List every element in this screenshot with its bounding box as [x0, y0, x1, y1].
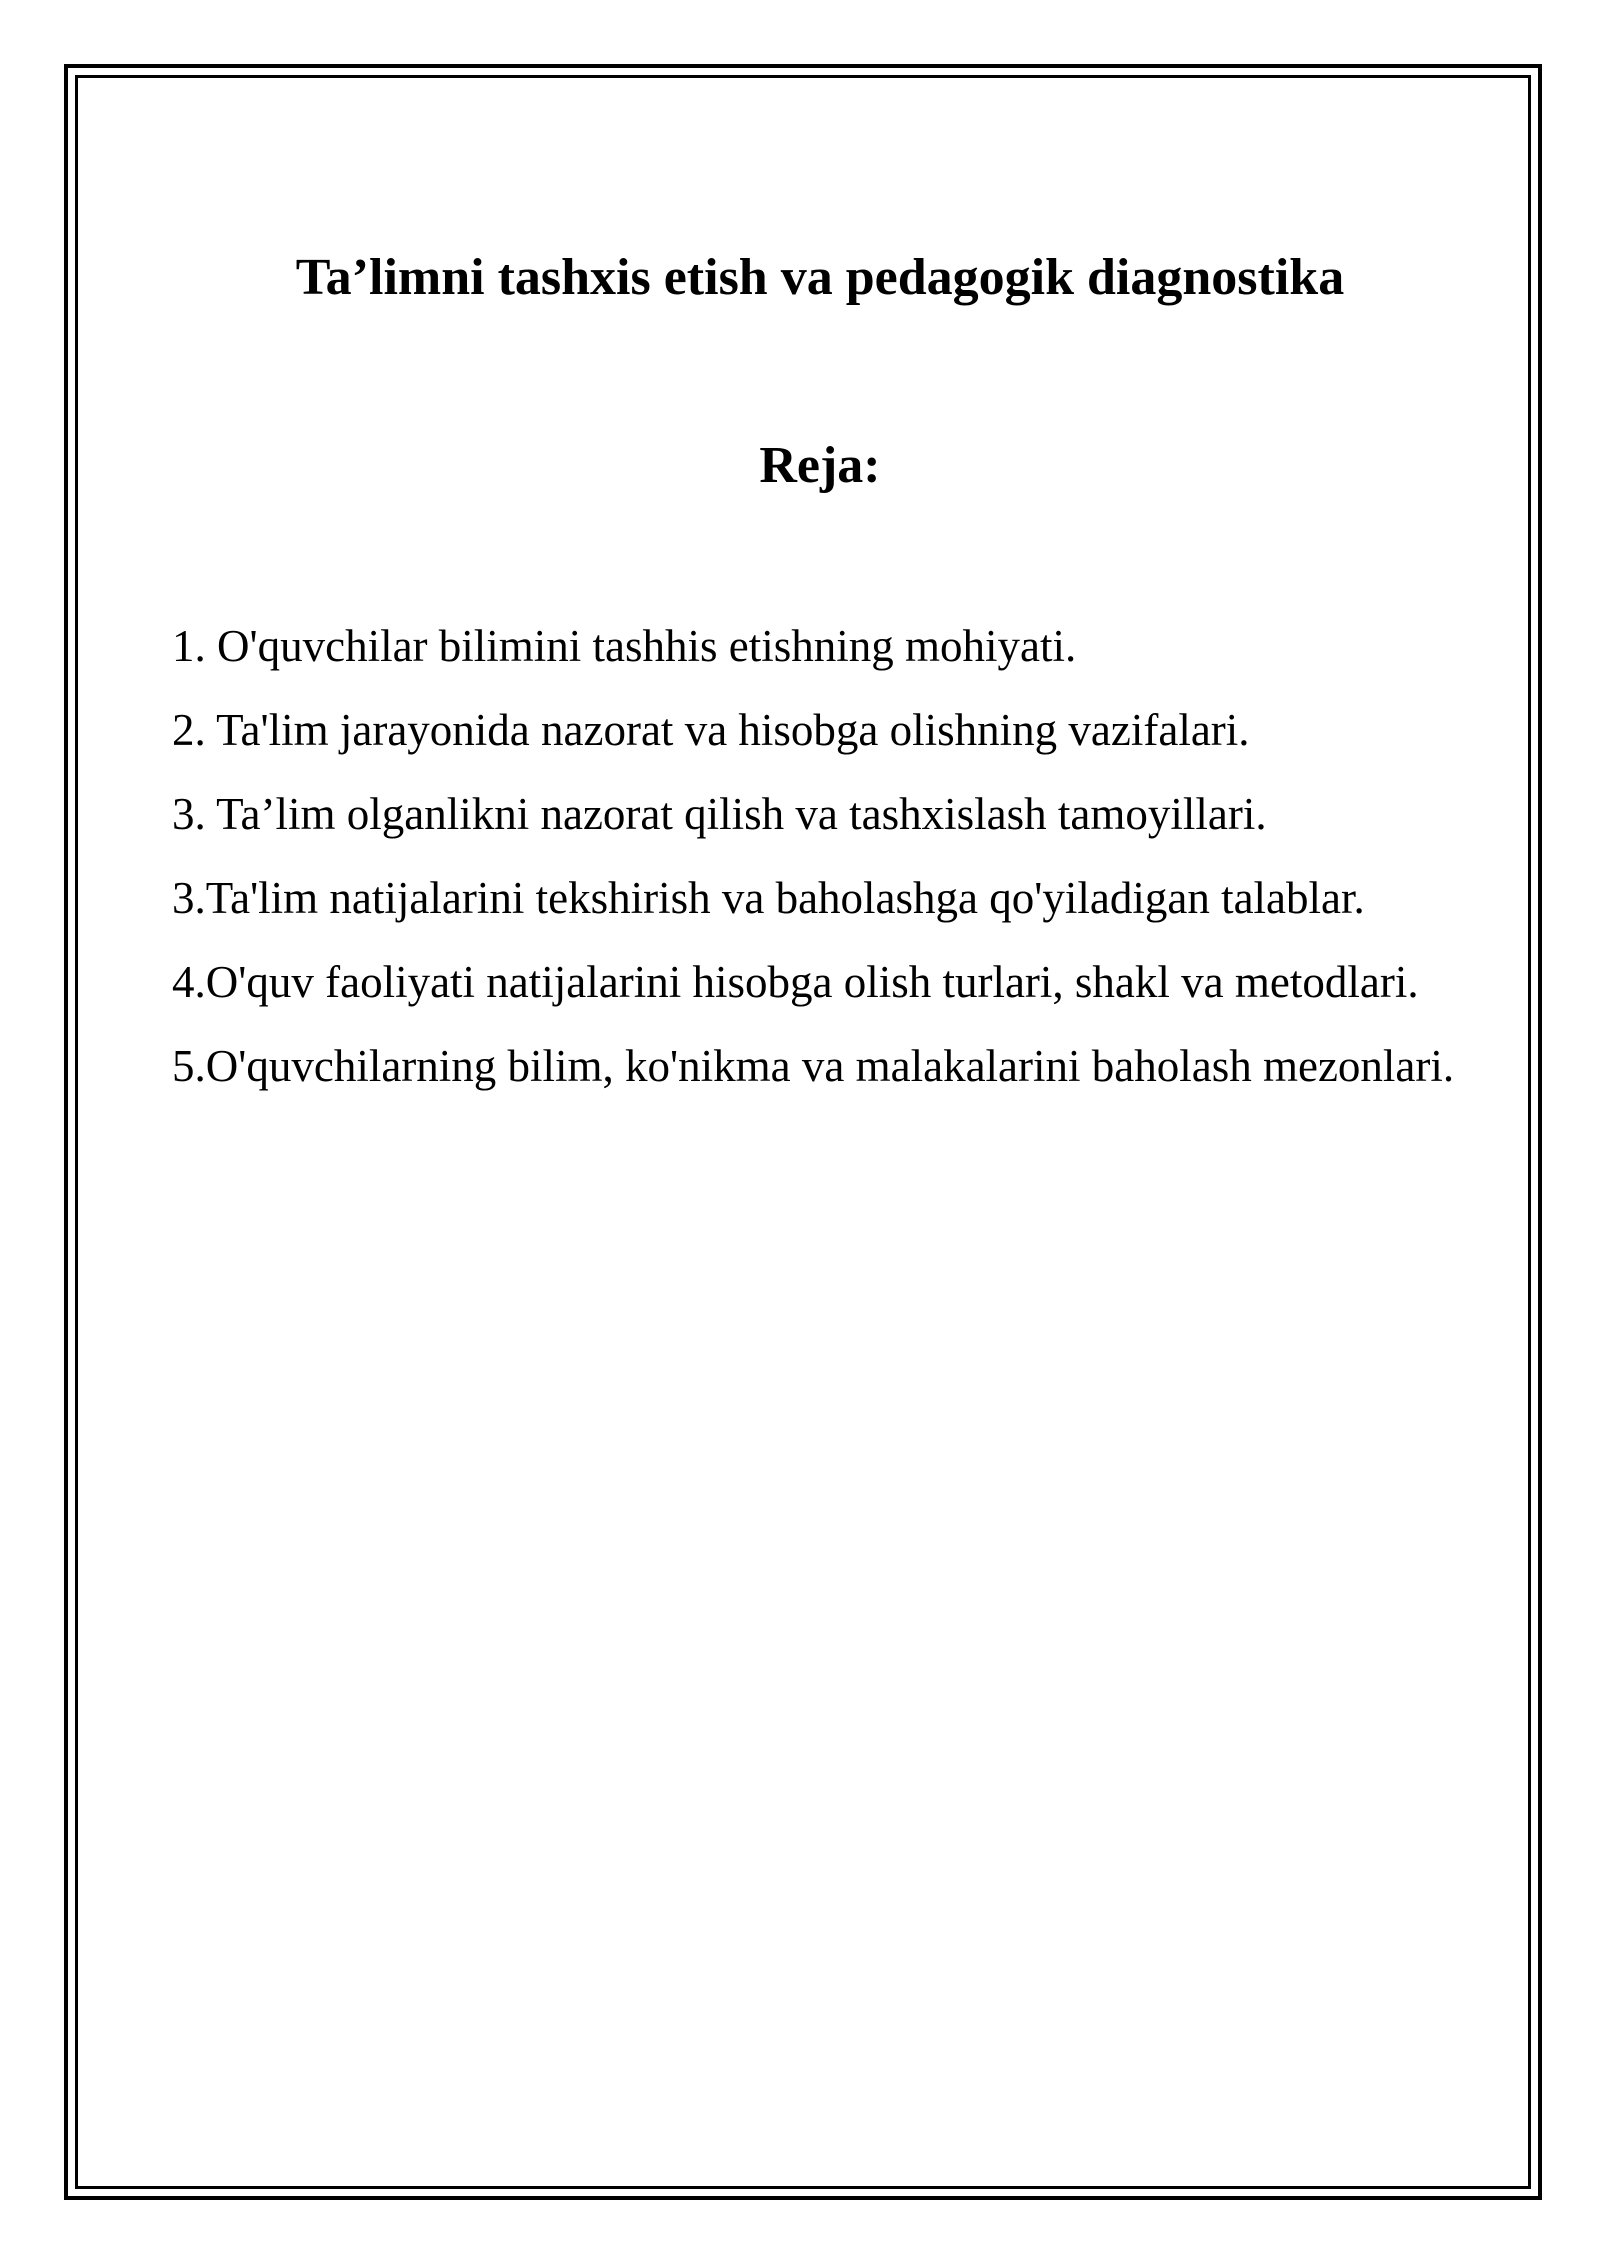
plan-list [172, 604, 1484, 1108]
page-border [64, 64, 1542, 2200]
plan-item: 1. O'quvchilar bilimini tashhis etishning mohiyati. [172, 621, 1077, 671]
page-border-inner [75, 75, 1531, 2189]
plan-item: 3.Ta'lim natijalarini tekshirish va baholashga qo'yiladigan talablar. [172, 873, 1365, 923]
plan-heading: Reja: [759, 437, 881, 494]
plan-item: 3. Ta’lim olganlikni nazorat qilish va tashxislash tamoyillari. [172, 789, 1267, 839]
plan-item: 5.O'quvchilarning bilim, ko'nikma va malakalarini baholash mezonlari. [172, 1041, 1455, 1091]
plan-item: 4.O'quv faoliyati natijalarini hisobga olish turlari, shakl va metodlari. [172, 957, 1419, 1007]
plan-item: 2. Ta'lim jarayonida nazorat va hisobga olishning vazifalari. [172, 705, 1250, 755]
document-title: Ta’limni tashxis etish va pedagogik diagnostika [295, 249, 1345, 306]
